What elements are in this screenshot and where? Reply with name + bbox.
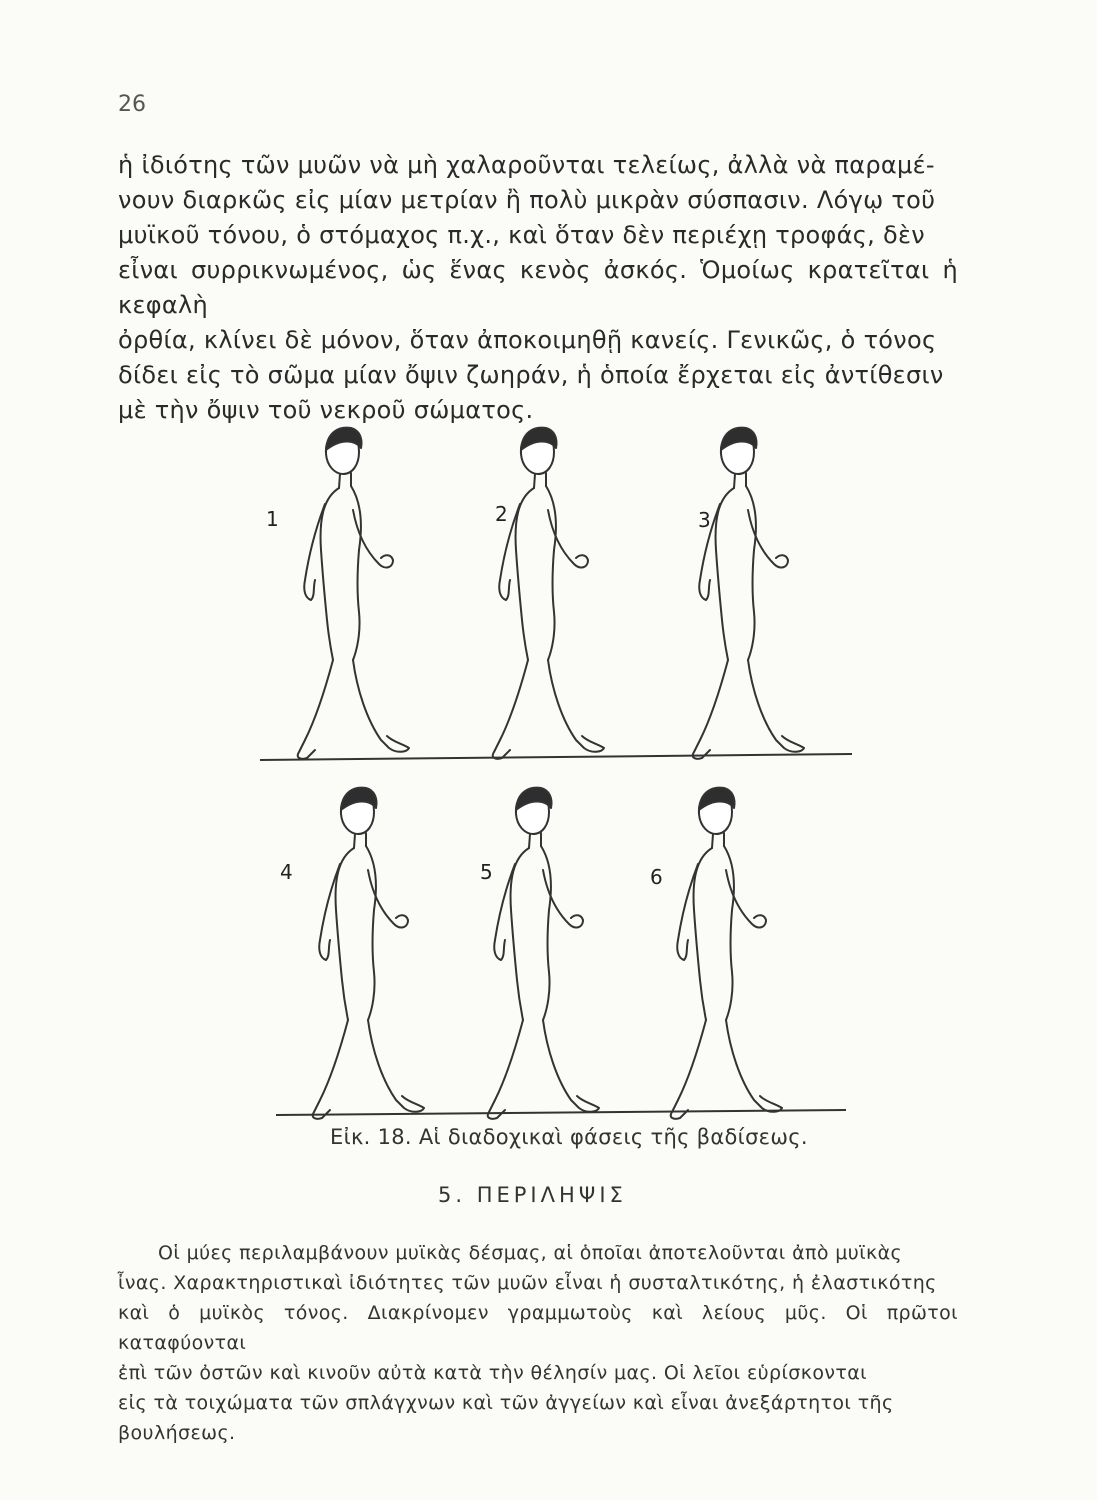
intro-line: ὀρθία, κλίνει δὲ μόνον, ὅταν ἀποκοιμηθῇ κανείς. Γενικῶς, ὁ τόνος [118, 326, 937, 354]
figure-label: 3 [698, 508, 711, 532]
intro-line: μυϊκοῦ τόνου, ὁ στόμαχος π.χ., καὶ ὅταν δὲν περιέχῃ τροφάς, δὲν [118, 221, 925, 249]
ground-line [260, 754, 852, 760]
summary-paragraph [118, 1238, 958, 1448]
page-number: 26 [118, 92, 146, 117]
summary-line: ἶνας. Χαρακτηριστικαὶ ἰδιότητες τῶν μυῶν εἶναι ἡ συσταλτικότης, ἡ ἐλαστικότης [118, 1272, 937, 1294]
walking-figure-row-top [260, 428, 852, 760]
figure-label: 6 [650, 865, 663, 889]
figure-label: 1 [266, 507, 279, 531]
figure-label: 4 [280, 860, 293, 884]
walking-phases-figure [240, 410, 860, 1130]
walking-figure [488, 788, 599, 1119]
walking-figure [313, 788, 424, 1119]
summary-line: ἐπὶ τῶν ὀστῶν καὶ κινοῦν αὐτὰ κατὰ τὴν θέλησίν μας. Οἱ λεῖοι εὑρίσκονται [118, 1362, 867, 1384]
summary-line: βουλήσεως. [118, 1422, 236, 1444]
intro-line: ἡ ἰδιότης τῶν μυῶν νὰ μὴ χαλαροῦνται τελείως, ἀλλὰ νὰ παραμέ- [118, 151, 935, 179]
section-heading: 5. ΠΕΡΙΛΗΨΙΣ [438, 1183, 627, 1207]
summary-line: καὶ ὁ μυϊκὸς τόνος. Διακρίνομεν γραμμωτοὺς καὶ λείους μῦς. Οἱ πρῶτοι καταφύονται [118, 1302, 958, 1354]
ground-line [276, 1110, 846, 1115]
intro-line: δίδει εἰς τὸ σῶμα μίαν ὄψιν ζωηράν, ἡ ὁποία ἔρχεται εἰς ἀντίθεσιν [118, 361, 944, 389]
walking-figure [671, 788, 782, 1119]
walking-figure [493, 428, 604, 759]
figure-label: 5 [480, 860, 493, 884]
walking-figure [693, 428, 804, 759]
walking-figures-illustration [240, 410, 860, 1130]
intro-paragraph [118, 148, 958, 428]
intro-line: μὲ τὴν ὄψιν τοῦ νεκροῦ σώματος. [118, 396, 534, 424]
summary-line: εἰς τὰ τοιχώματα τῶν σπλάγχνων καὶ τῶν ἀγγείων καὶ εἶναι ἀνεξάρτητοι τῆς [118, 1392, 894, 1414]
walking-figure-row-bottom [276, 788, 846, 1119]
figure-caption: Εἰκ. 18. Αἱ διαδοχικαὶ φάσεις τῆς βαδίσεως. [330, 1125, 808, 1149]
summary-line: Οἱ μύες περιλαμβάνουν μυϊκὰς δέσμας, αἱ ὁποῖαι ἀποτελοῦνται ἀπὸ μυϊκὰς [158, 1242, 903, 1264]
intro-line: νουν διαρκῶς εἰς μίαν μετρίαν ἢ πολὺ μικρὰν σύσπασιν. Λόγῳ τοῦ [118, 186, 936, 214]
figure-label: 2 [495, 502, 508, 526]
intro-line: εἶναι συρρικνωμένος, ὡς ἕνας κενὸς ἀσκός. Ὁμοίως κρατεῖται ἡ κεφαλὴ [118, 256, 958, 319]
walking-figure [298, 428, 409, 759]
